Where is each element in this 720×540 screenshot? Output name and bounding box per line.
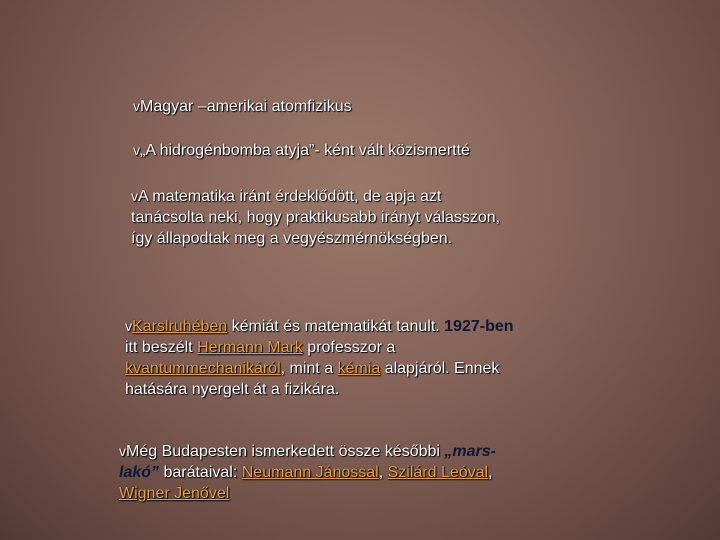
bullet-item-3 (131, 186, 511, 249)
diamond-bullet-icon: v (131, 188, 138, 204)
bullet-item-1 (133, 96, 533, 117)
diamond-bullet-icon: v (119, 443, 126, 459)
link-szilard-leo[interactable]: Szilárd Leóval (387, 464, 489, 481)
bullet-text: A matematika iránt érdeklődött, de apja azt tanácsolta neki, hogy praktikusabb irányt válasszon, így állapodtak meg a vegyészmérnökségben. (131, 188, 501, 247)
text-segment: alapjáról. Ennek hatására nyergelt át a fizikára. (125, 360, 500, 398)
year-highlight: 1927-ben (444, 318, 514, 335)
text-segment: Még Budapesten ismerkedett össze későbbi (126, 443, 445, 460)
mars-lako-term: „mars-lakó” (119, 443, 496, 481)
diamond-bullet-icon: v (133, 142, 140, 158)
link-kvantummechanika[interactable]: kvantummechanikáról (125, 360, 281, 377)
bullet-item-4 (125, 316, 525, 400)
text-segment: , (378, 464, 388, 481)
text-segment: itt beszélt (125, 339, 198, 356)
diamond-bullet-icon: v (125, 318, 132, 334)
bullet-item-5 (119, 441, 519, 504)
link-hermann-mark[interactable]: Hermann Mark (197, 339, 303, 356)
text-segment: professzor a (302, 339, 396, 356)
text-segment: kémiát és matematikát tanult. (227, 318, 445, 335)
link-wigner-jeno[interactable]: Wigner Jenővel (119, 485, 230, 502)
diamond-bullet-icon: v (133, 98, 140, 114)
text-segment: , mint a (280, 360, 338, 377)
text-segment: , (488, 464, 493, 481)
text-segment: barátaival: (159, 464, 242, 481)
link-neumann-janos[interactable]: Neumann Jánossal (241, 464, 379, 481)
link-karlsruhe[interactable]: Karslruhében (132, 318, 228, 335)
bullet-item-2 (133, 140, 553, 161)
bullet-text: „A hidrogénbomba atyja”- ként vált közismertté (140, 142, 470, 159)
link-kemia[interactable]: kémia (337, 360, 381, 377)
bullet-text: Magyar –amerikai atomfizikus (140, 98, 352, 115)
